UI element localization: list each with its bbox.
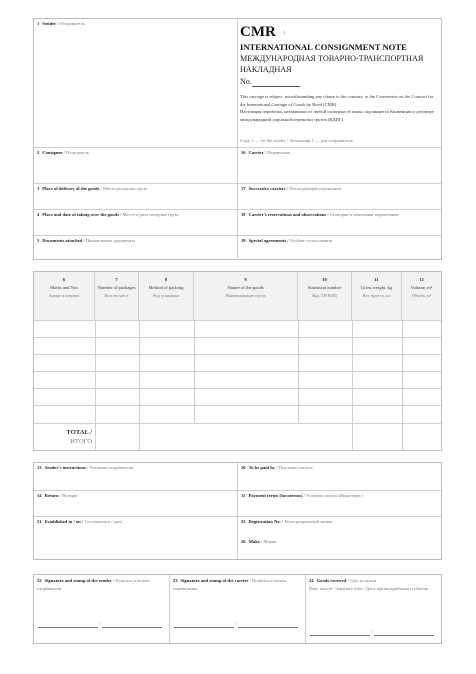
col-9-nature: 9 Nature of the goods Наименование груза [194,272,298,320]
carrier-signature-line[interactable]: / [174,623,298,628]
total-volume-cell[interactable] [402,423,441,450]
field-16-carrier[interactable]: 16 Carrier / Перевозчик [238,148,441,184]
field-13-sender-instructions[interactable]: 13 Sender's instructions / Указания отправителя [34,463,238,491]
col-10-statistical: 10 Statistical number Код ТН ВЭД [298,272,352,320]
table-row[interactable] [34,354,441,371]
copy-designation: Copy 1 — for the sender / Экземпляр 1 — для отправителя [240,138,353,143]
number-label: No. [240,77,252,86]
col-12-volume: 12 Volume, m³ Объём, м³ [410,277,433,298]
table-row[interactable] [34,371,441,388]
number-field[interactable] [252,86,300,87]
field-20-to-be-paid-by[interactable]: 20 To be paid by / Подлежит оплате [238,463,441,491]
receiver-signature-line[interactable]: / [310,631,434,636]
title-english: INTERNATIONAL CONSIGNMENT NOTE [240,42,407,52]
field-2-consignee[interactable]: 2 Consignee / Получатель [34,148,238,184]
field-19-special-agreements[interactable]: 19 Special agreements / Особые согласования [241,238,332,243]
total-packages-cell[interactable] [95,423,139,450]
field-24-goods-received[interactable]: 24 Goods received / Груз получен Date, arrival / departure time / Дата, время прибытия и убытия / [306,575,441,643]
field-22-sender-signature[interactable]: 22 Signature and stamp of the sender / Подпись и печать отправителя / [34,575,170,643]
cmr-title: CMR [240,24,276,40]
sender-signature-line[interactable]: / [38,623,162,628]
field-21-established[interactable]: 21 Established in / on / Составлена в / дата [34,517,238,559]
col-8-packing: 8 Method of packing Род упаковки [139,272,194,320]
field-3-place-of-delivery[interactable]: 3 Place of delivery of the goods / Место разгрузки груза [34,184,238,210]
table-row[interactable] [34,405,441,423]
field-18-carrier-reservations[interactable]: 18 Carrier's reservations and observations / Оговорки и замечания перевозчика [238,210,441,236]
field-25-26-vehicle[interactable]: 25 Registration No. / Регистрационный номер 26 Make / Марка [241,519,333,544]
copy-number: 1 [283,31,286,36]
table-row[interactable] [34,320,441,337]
field-17-successive-carriers[interactable]: 17 Successive carriers / Последующий перевозчик [238,184,441,210]
col-6-marks: 6 Marks and Nos Знаки и номера [34,272,95,320]
field-15-payment-terms[interactable]: 15 Payment terms (Incoterms) / Условия оплаты (Инкотермс) [238,491,441,517]
table-row[interactable] [34,388,441,405]
instructions-section [33,462,442,560]
field-4-place-date-taking-over[interactable]: 4 Place and date of taking over the goods / Место и дата погрузки груза [34,210,238,236]
col-11-gross-weight: 11 Gross weight, kg Вес брутто, кг [352,272,402,320]
total-label: TOTAL / ИТОГО [66,429,92,445]
col-7-packages: 7 Number of packages Кол-во мест [95,272,139,320]
field-23-carrier-signature[interactable]: 23 Signature and stamp of the carrier / Подпись и печать перевозчика / [170,575,306,643]
goods-table [33,271,442,451]
field-5-documents-attached[interactable]: 5 Documents attached / Прилагаемые документы [34,236,238,260]
total-gross-weight-cell[interactable] [352,423,402,450]
signature-section [33,574,442,644]
field-1-sender[interactable]: 1 Sender / Отправитель [34,19,238,148]
convention-note: This carriage is subject, notwithstanding any clause to the contrary, to the Convention on the Contract for the International Carriage of Goods by Road (CMR). Настоящая перевозка, независимо от любой оговорки об ином, подчиняется Конвенции о договоре международной дорожной перевозки грузов (КДПГ). [240,94,434,122]
title-russian: МЕЖДУНАРОДНАЯ ТОВАРНО-ТРАНСПОРТНАЯ НАКЛАДНАЯ [240,54,424,74]
field-14-return[interactable]: 14 Return / Возврат [34,491,238,517]
table-row[interactable] [34,337,441,354]
